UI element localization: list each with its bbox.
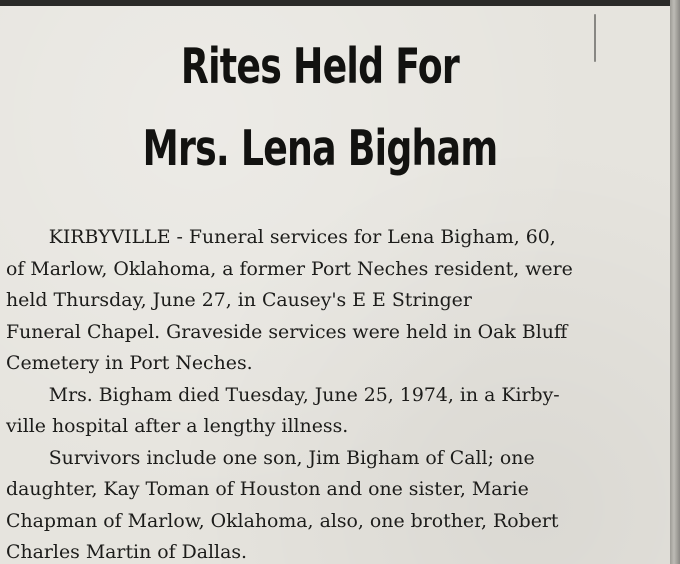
fold-mark (594, 14, 596, 62)
article-line: Cemetery in Port Neches. (6, 352, 253, 374)
article-line: Survivors include one son, Jim Bigham of Call; one (48, 446, 535, 469)
article-line: Mrs. Bigham died Tuesday, June 25, 1974, in a Kirby- (48, 383, 560, 406)
article-line: KIRBYVILLE - Funeral services for Lena Bigham, 60, (48, 226, 556, 248)
article-line: Funeral Chapel. Graveside services were held in Oak Bluff (6, 320, 568, 343)
article-line: daughter, Kay Toman of Houston and one sister, Marie (6, 478, 529, 500)
article-line: Charles Martin of Dallas. (6, 541, 248, 563)
page-edge (670, 0, 680, 564)
article-line: Chapman of Marlow, Oklahoma, also, one brother, Robert (6, 509, 559, 532)
headline-line-2: Mrs. Lena Bigham (142, 120, 498, 177)
headline-line-1: Rites Held For (180, 38, 460, 95)
article-line: of Marlow, Oklahoma, a former Port Neches resident, were (6, 257, 573, 280)
article-line: ville hospital after a lengthy illness. (6, 415, 349, 437)
article-line: held Thursday, June 27, in Causey's E E Stringer (6, 289, 472, 311)
article-body (6, 222, 670, 564)
